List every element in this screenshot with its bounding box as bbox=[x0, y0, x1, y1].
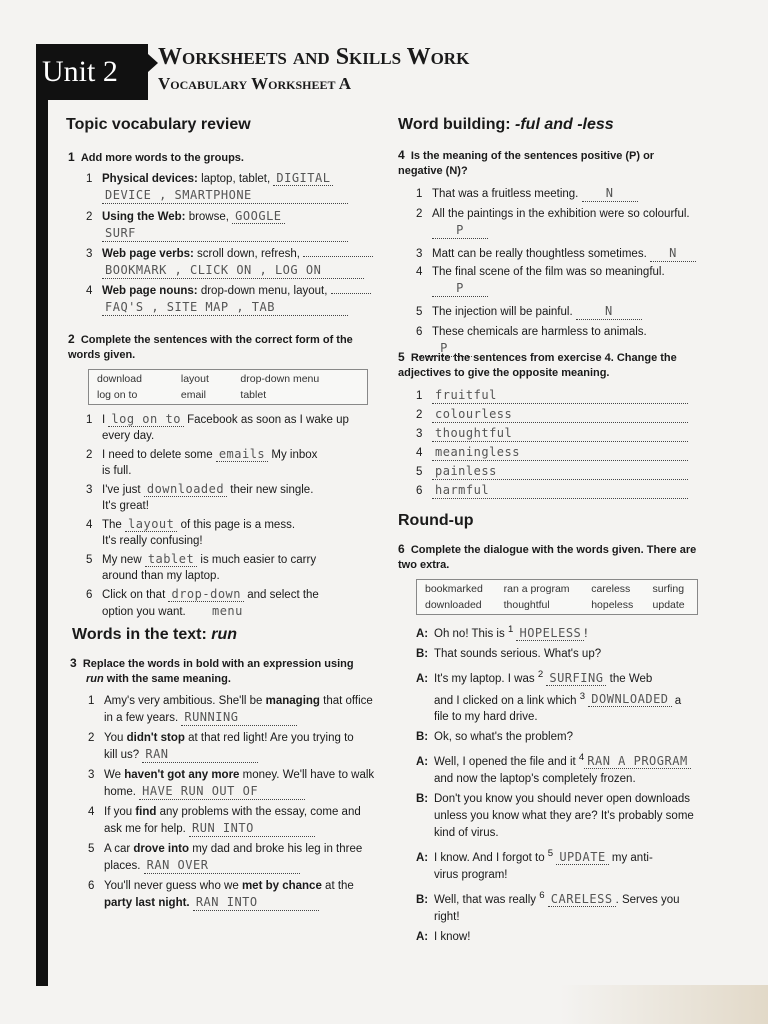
list-item: 5 My new tablet is much easier to carry bbox=[86, 552, 317, 566]
exercise-4: 4 Is the meaning of the sentences positive (P) or negative (N)? 1 That was a fruitless meeting. N 2 All the paintings in the exhibition were so colourful. P 3 Matt can be really thoughtless sometimes. N 4 The final scene of the film was so meaningful. P 5 The injection will be painful. N 6 These chemicals are harmless to animals. P bbox=[398, 148, 698, 357]
wordbuilding-heading: Word building: -ful and -less bbox=[398, 116, 614, 133]
page-subtitle: Vocabulary Worksheet A bbox=[158, 74, 352, 93]
exercise-2: 2 Complete the sentences with the correct form of the words given. download layout drop-down menu log on to email tablet 1 I log on to Facebook as soon as I wake up every day. 2 I need to delete some emails My inbox is full. 3 I've just downloaded their new single. It's great! 4 The layout of this page is a mess. It's really confusing! 5 My new tablet is much easier to carry around than my laptop. 6 Click on that drop-down and select the option you want. menu bbox=[68, 332, 378, 620]
topic-heading: Topic vocabulary review bbox=[66, 116, 251, 133]
list-item: 2 Using the Web: browse, GOOGLE bbox=[86, 208, 378, 225]
exercise-3: 3 Replace the words in bold with an expression using run with the same meaning. 1 Amy's very ambitious. She'll be managing that office in a few years. RUNNING 2 You didn't stop at that red light! Are you trying to kill us? RAN 3 We haven't got any more money. We'll have to walk home. HAVE RUN OUT OF 4 If you find any problems with the essay, come and ask me for help. RUN INTO 5 A car drove into my dad and broke his leg in three places. RAN OVER 6 You'll never guess who we met by chance at the party last night. RAN INTO bbox=[70, 656, 375, 909]
list-item: 2 I need to delete some emails My inbox bbox=[86, 447, 318, 461]
unit-label: Unit 2 bbox=[36, 44, 148, 100]
list-item: 4 Web page nouns: drop-down menu, layout, bbox=[86, 283, 378, 299]
run-heading: Words in the text: run bbox=[72, 626, 238, 643]
exercise-1: 1 Add more words to the groups. 1 Physical devices: laptop, tablet, DIGITAL DEVICE , SMARTPHONE 2 Using the Web: browse, GOOGLE SURF 3 Web page verbs: scroll down, refresh, BOOKMARK , CLICK ON , LOG ON 4 Web page nouns: drop-down menu, layout, FAQ'S , SITE MAP , TAB bbox=[68, 150, 378, 316]
page-title: Worksheets and Skills Work bbox=[158, 44, 470, 70]
exercise-6: 6 Complete the dialogue with the words given. There are two extra. bookmarked ran a program careless surfing downloaded thoughtful hopeless update A: Oh no! This is $^1$ HOPELESS ! B: That sounds serious. What's up? A: It's my laptop. I was $^2$ SURFING the Web and I clicked on a link which $^3$ DOWNLOADED a file to my hard drive. B: Ok, so what's the problem? A: Well, I opened the file and it $^4$ RAN A PROGRAM and now the laptop's completely frozen. B: Don't you know you should never open downloads unless you know what they are? It's probably some kind of virus. A: I know. And I forgot to $^5$ UPDATE my anti- virus program! B: Well, that was really $^6$ CARELESS . Serves you right! A: I know! bbox=[398, 542, 708, 946]
list-item: 1 Physical devices: laptop, tablet, DIGITAL bbox=[86, 170, 378, 187]
list-item: 4 The layout of this page is a mess. bbox=[86, 517, 296, 531]
word-box: download layout drop-down menu log on to email tablet bbox=[88, 369, 368, 405]
sidebar-bar bbox=[36, 100, 48, 986]
word-box: bookmarked ran a program careless surfing downloaded thoughtful hopeless update bbox=[416, 579, 698, 615]
list-item: 3 I've just downloaded their new single. bbox=[86, 482, 314, 496]
page-shadow bbox=[560, 985, 768, 1024]
exercise-5: 5 Rewrite the sentences from exercise 4. Change the adjectives to give the opposite meaning. 1 fruitful 2 colourless 3 thoughtful 4 meaningless 5 painless 6 harmful bbox=[398, 350, 698, 499]
list-item: 3 Web page verbs: scroll down, refresh, bbox=[86, 246, 378, 262]
dialogue: A: Oh no! This is $^1$ HOPELESS ! B: That sounds serious. What's up? A: It's my laptop. I was $^2$ SURFING the Web and I clicked on a link which $^3$ DOWNLOADED a file to my hard drive. B: Ok, so what's the problem? A: Well, I opened the file and it $^4$ RAN A PROGRAM and now the laptop's completely frozen. B: Don't you know you should never open downloads unless you know what they are? It's probably some kind of virus. A: I know. And I forgot to $^5$ UPDATE my anti- virus program! B: Well, that was really $^6$ CARELESS . Serves you right! A: I know! bbox=[416, 624, 694, 943]
arrow-icon bbox=[148, 54, 158, 72]
list-item: 6 Click on that drop-down and select the bbox=[86, 587, 319, 601]
roundup-heading: Round-up bbox=[398, 512, 474, 529]
list-item: 1 I log on to Facebook as soon as I wake up bbox=[86, 412, 349, 426]
